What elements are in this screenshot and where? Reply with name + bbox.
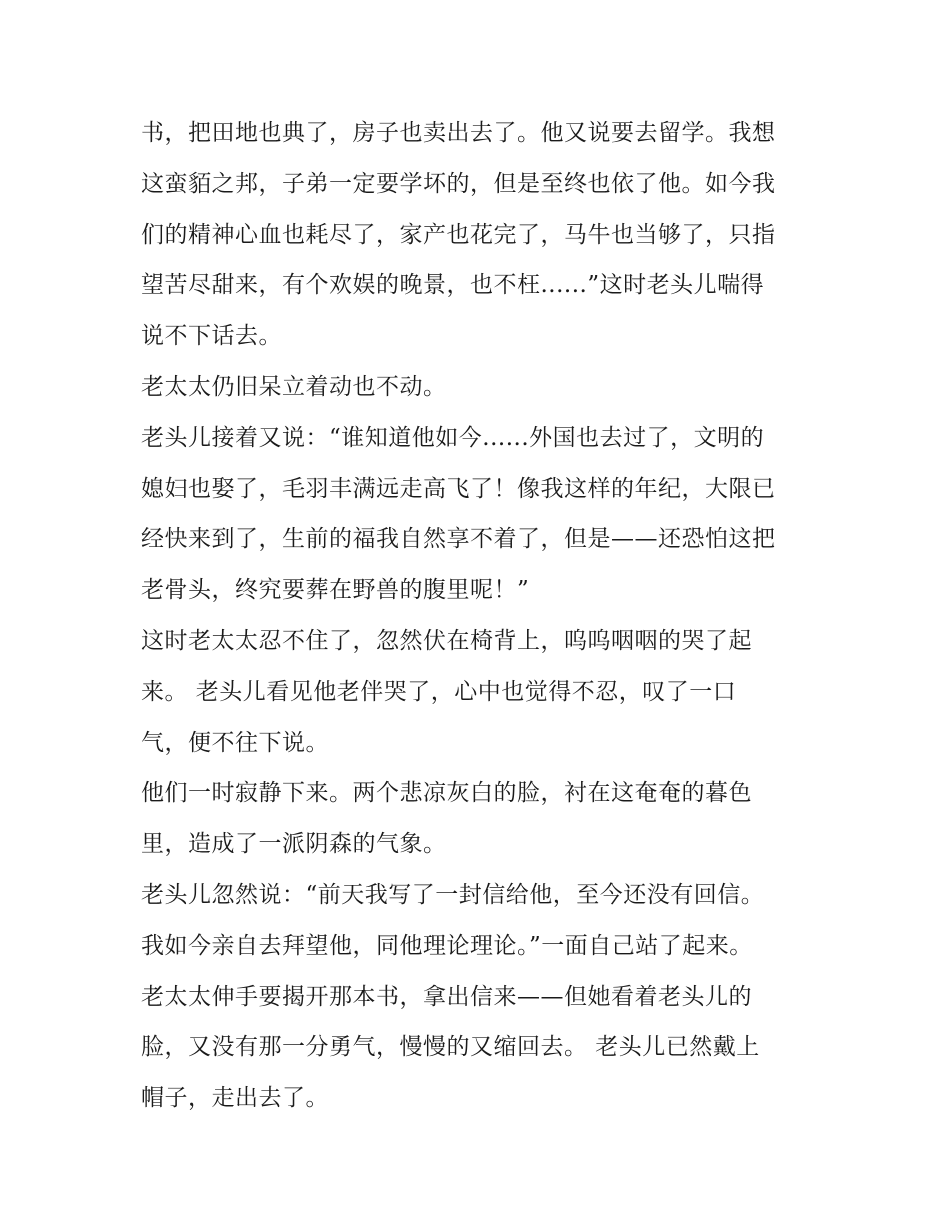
text-line: 脸，又没有那一分勇气，慢慢的又缩回去。 老头儿已然戴上 bbox=[141, 1034, 760, 1061]
text-line: 这时老太太忍不住了，忽然伏在椅背上，呜呜咽咽的哭了起 bbox=[141, 627, 752, 654]
text-line: 书，把田地也典了，房子也卖出去了。他又说要去留学。我想 bbox=[141, 120, 776, 146]
body-text bbox=[141, 108, 821, 1124]
text-line: 帽子，走出去了。 bbox=[141, 1085, 329, 1112]
text-line: 老太太伸手要揭开那本书，拿出信来——但她看着老头儿的 bbox=[141, 983, 752, 1010]
text-line: 里，造成了一派阴森的气象。 bbox=[141, 831, 447, 858]
text-line: 老头儿忽然说：“前天我写了一封信给他，至今还没有回信。 bbox=[141, 881, 765, 908]
text-line: 这蛮貊之邦，子弟一定要学坏的，但是至终也依了他。如今我 bbox=[141, 170, 776, 197]
text-line: 老骨头，终究要葬在野兽的腹里呢！” bbox=[141, 577, 530, 604]
text-line: 们的精神心血也耗尽了，家产也花完了，马牛也当够了，只指 bbox=[141, 221, 776, 248]
text-line: 经快来到了，生前的福我自然享不着了，但是——还恐怕这把 bbox=[141, 526, 776, 553]
text-line: 老头儿接着又说：“谁知道他如今......外国也去过了，文明的 bbox=[141, 424, 765, 451]
text-line: 望苦尽甜来，有个欢娱的晚景，也不枉......”这时老头儿喘得 bbox=[141, 272, 765, 299]
text-line: 媳妇也娶了，毛羽丰满远走高飞了！像我这样的年纪，大限已 bbox=[141, 475, 776, 502]
text-line: 气，便不往下说。 bbox=[141, 729, 329, 756]
text-line: 来。 老头儿看见他老伴哭了，心中也觉得不忍，叹了一口 bbox=[141, 678, 737, 705]
text-line: 老太太仍旧呆立着动也不动。 bbox=[141, 373, 447, 400]
text-line: 我如今亲自去拜望他，同他理论理论。”一面自己站了起来。 bbox=[141, 932, 753, 959]
text-line: 他们一时寂静下来。两个悲凉灰白的脸，衬在这奄奄的暮色 bbox=[141, 780, 752, 807]
text-line: 说不下话去。 bbox=[141, 323, 282, 350]
